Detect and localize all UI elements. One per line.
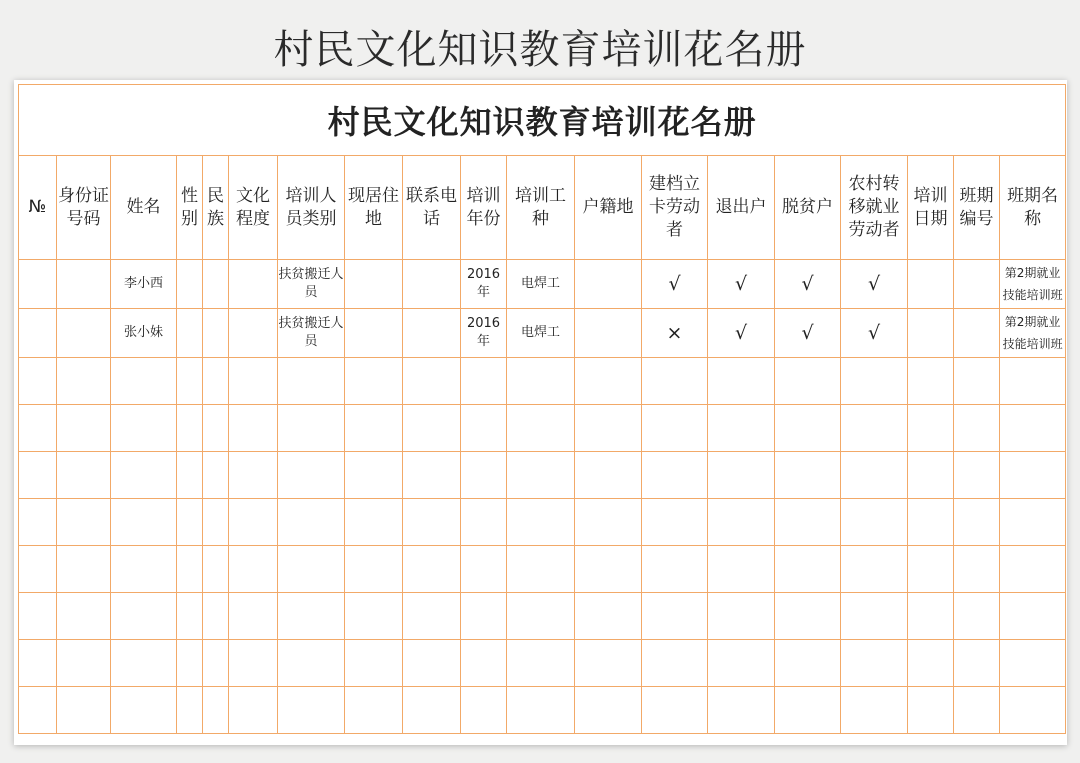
table-cell — [345, 499, 403, 546]
table-cell — [1000, 640, 1066, 687]
column-header: 建档立卡劳动者 — [642, 156, 708, 260]
table-cell — [403, 358, 461, 405]
table-cell — [908, 499, 954, 546]
column-header: 户籍地 — [575, 156, 642, 260]
table-cell — [19, 546, 57, 593]
table-cell — [403, 499, 461, 546]
table-cell — [954, 687, 1000, 734]
table-cell — [1000, 593, 1066, 640]
table-cell — [177, 546, 203, 593]
table-cell — [642, 452, 708, 499]
table-cell: 电焊工 — [507, 260, 575, 309]
table-cell — [507, 405, 575, 452]
table-cell — [203, 358, 229, 405]
table-row — [19, 687, 1066, 734]
table-cell — [461, 593, 507, 640]
table-cell: √ — [775, 309, 841, 358]
table-cell — [461, 687, 507, 734]
table-cell — [1000, 687, 1066, 734]
table-cell — [954, 309, 1000, 358]
table-cell — [403, 405, 461, 452]
table-cell — [507, 499, 575, 546]
class-name-text: 第2期就业技能培训班 — [1002, 315, 1063, 351]
table-cell: 张小妹 — [111, 309, 177, 358]
table-cell — [841, 546, 908, 593]
table-row — [19, 405, 1066, 452]
table-cell — [111, 358, 177, 405]
table-cell — [345, 640, 403, 687]
table-cell — [177, 687, 203, 734]
table-cell — [775, 499, 841, 546]
table-cell — [1000, 405, 1066, 452]
table-cell — [708, 593, 775, 640]
table-cell — [841, 499, 908, 546]
table-cell — [203, 260, 229, 309]
table-cell — [111, 499, 177, 546]
table-cell — [278, 452, 345, 499]
table-cell — [19, 499, 57, 546]
table-cell — [908, 452, 954, 499]
table-cell — [345, 687, 403, 734]
table-cell: √ — [708, 260, 775, 309]
table-cell — [345, 546, 403, 593]
table-cell — [954, 260, 1000, 309]
column-header: № — [19, 156, 57, 260]
column-header: 民族 — [203, 156, 229, 260]
table-cell — [954, 358, 1000, 405]
table-cell — [575, 405, 642, 452]
table-cell — [19, 687, 57, 734]
column-header: 联系电话 — [403, 156, 461, 260]
table-cell — [229, 593, 278, 640]
table-cell — [575, 358, 642, 405]
table-cell — [575, 260, 642, 309]
table-cell: 李小西 — [111, 260, 177, 309]
table-cell — [403, 593, 461, 640]
class-name-text: 第2期就业技能培训班 — [1002, 266, 1063, 302]
table-cell — [203, 309, 229, 358]
table-cell — [1000, 309, 1066, 358]
table-cell — [642, 499, 708, 546]
column-header: 班期名称 — [1000, 156, 1066, 260]
table-cell: 2016年 — [461, 309, 507, 358]
table-cell — [19, 260, 57, 309]
table-cell: × — [642, 309, 708, 358]
table-cell — [575, 499, 642, 546]
table-row — [19, 452, 1066, 499]
table-cell — [908, 260, 954, 309]
table-cell — [177, 640, 203, 687]
column-header: 培训日期 — [908, 156, 954, 260]
table-cell — [57, 546, 111, 593]
table-cell — [954, 499, 1000, 546]
table-cell — [111, 546, 177, 593]
table-cell — [841, 593, 908, 640]
table-cell — [908, 640, 954, 687]
page-heading: 村民文化知识教育培训花名册 — [273, 27, 807, 73]
column-header: 退出户 — [708, 156, 775, 260]
table-cell — [841, 358, 908, 405]
table-cell — [708, 687, 775, 734]
table-cell: √ — [708, 309, 775, 358]
table-cell — [642, 546, 708, 593]
table-cell — [461, 546, 507, 593]
table-cell — [111, 687, 177, 734]
table-cell — [203, 593, 229, 640]
table-cell — [203, 499, 229, 546]
table-cell — [642, 687, 708, 734]
table-cell — [775, 687, 841, 734]
table-cell — [954, 593, 1000, 640]
table-cell: 扶贫搬迁人员 — [278, 309, 345, 358]
table-cell — [57, 499, 111, 546]
table-cell — [345, 260, 403, 309]
table-cell — [345, 309, 403, 358]
table-cell — [278, 546, 345, 593]
table-cell — [954, 546, 1000, 593]
table-cell — [908, 687, 954, 734]
table-cell — [461, 499, 507, 546]
table-cell — [177, 405, 203, 452]
column-header: 姓名 — [111, 156, 177, 260]
table-cell — [908, 358, 954, 405]
table-cell — [841, 640, 908, 687]
table-cell — [575, 593, 642, 640]
table-cell — [57, 687, 111, 734]
table-cell — [403, 309, 461, 358]
table-cell: 电焊工 — [507, 309, 575, 358]
table-cell — [708, 499, 775, 546]
table-cell — [1000, 358, 1066, 405]
table-cell — [575, 546, 642, 593]
table-cell — [403, 640, 461, 687]
table-cell — [908, 593, 954, 640]
table-cell — [708, 358, 775, 405]
table-cell — [908, 309, 954, 358]
table-cell: √ — [841, 309, 908, 358]
table-cell — [575, 452, 642, 499]
table-cell — [507, 452, 575, 499]
table-cell — [57, 309, 111, 358]
table-cell — [507, 358, 575, 405]
table-cell — [1000, 260, 1066, 309]
table-cell — [19, 640, 57, 687]
table-cell — [177, 593, 203, 640]
table-cell — [177, 452, 203, 499]
table-cell — [111, 405, 177, 452]
table-row — [19, 260, 1066, 309]
table-cell — [1000, 499, 1066, 546]
table-cell — [507, 687, 575, 734]
table-cell — [57, 358, 111, 405]
table-cell — [278, 358, 345, 405]
table-cell — [403, 452, 461, 499]
table-cell — [775, 640, 841, 687]
table-cell — [229, 640, 278, 687]
table-cell — [642, 405, 708, 452]
table-cell — [19, 405, 57, 452]
table-cell — [57, 405, 111, 452]
table-cell — [278, 687, 345, 734]
table-cell — [775, 452, 841, 499]
table-cell — [203, 452, 229, 499]
table-cell — [908, 546, 954, 593]
table-cell — [908, 405, 954, 452]
table-cell — [229, 499, 278, 546]
table-cell — [954, 640, 1000, 687]
table-cell — [177, 260, 203, 309]
table-cell: √ — [841, 260, 908, 309]
table-cell — [278, 640, 345, 687]
table-row — [19, 640, 1066, 687]
table-cell — [57, 452, 111, 499]
table-cell — [841, 452, 908, 499]
table-cell — [57, 260, 111, 309]
table-cell — [954, 405, 1000, 452]
table-cell — [229, 309, 278, 358]
table-cell — [345, 593, 403, 640]
table-cell — [229, 358, 278, 405]
column-header: 培训年份 — [461, 156, 507, 260]
column-header: 文化程度 — [229, 156, 278, 260]
table-cell — [507, 593, 575, 640]
table-cell — [345, 452, 403, 499]
roster-sheet — [14, 80, 1067, 745]
table-cell — [575, 687, 642, 734]
table-cell — [642, 358, 708, 405]
table-cell — [775, 405, 841, 452]
column-header: 身份证号码 — [57, 156, 111, 260]
table-cell — [575, 309, 642, 358]
table-cell — [1000, 546, 1066, 593]
table-cell — [708, 452, 775, 499]
table-cell — [461, 405, 507, 452]
table-cell — [57, 593, 111, 640]
table-cell — [203, 546, 229, 593]
column-header: 脱贫户 — [775, 156, 841, 260]
table-cell — [775, 358, 841, 405]
table-cell — [177, 499, 203, 546]
table-cell — [111, 593, 177, 640]
table-cell — [203, 640, 229, 687]
table-cell — [954, 452, 1000, 499]
table-cell — [203, 687, 229, 734]
table-cell — [708, 640, 775, 687]
table-cell — [403, 687, 461, 734]
column-header: 培训工种 — [507, 156, 575, 260]
table-cell — [19, 593, 57, 640]
table-cell — [229, 546, 278, 593]
table-cell — [19, 452, 57, 499]
table-cell — [642, 593, 708, 640]
table-cell — [575, 640, 642, 687]
table-cell — [278, 593, 345, 640]
table-cell — [708, 405, 775, 452]
table-cell — [708, 546, 775, 593]
table-cell — [19, 358, 57, 405]
table-row — [19, 546, 1066, 593]
table-cell — [229, 405, 278, 452]
table-cell — [461, 640, 507, 687]
table-cell — [507, 640, 575, 687]
column-header: 性别 — [177, 156, 203, 260]
table-cell: √ — [642, 260, 708, 309]
table-row — [19, 358, 1066, 405]
table-cell — [461, 358, 507, 405]
table-cell — [57, 640, 111, 687]
table-row — [19, 593, 1066, 640]
column-header: 班期编号 — [954, 156, 1000, 260]
table-cell: 扶贫搬迁人员 — [278, 260, 345, 309]
table-cell — [278, 405, 345, 452]
title-row — [19, 85, 1066, 156]
table-cell — [229, 452, 278, 499]
table-cell — [841, 405, 908, 452]
table-cell — [177, 309, 203, 358]
table-cell — [642, 640, 708, 687]
column-header: 培训人员类别 — [278, 156, 345, 260]
table-row — [19, 499, 1066, 546]
table-cell — [775, 546, 841, 593]
table-row — [19, 309, 1066, 358]
sheet-title: 村民文化知识教育培训花名册 — [19, 85, 1066, 156]
table-cell — [19, 309, 57, 358]
table-cell: √ — [775, 260, 841, 309]
column-header: 农村转移就业劳动者 — [841, 156, 908, 260]
table-cell — [775, 593, 841, 640]
table-cell — [278, 499, 345, 546]
table-cell — [229, 687, 278, 734]
table-cell — [345, 358, 403, 405]
table-cell — [111, 452, 177, 499]
table-cell — [229, 260, 278, 309]
table-cell: 2016年 — [461, 260, 507, 309]
roster-table — [18, 84, 1066, 734]
table-cell — [507, 546, 575, 593]
table-cell — [403, 260, 461, 309]
table-cell — [203, 405, 229, 452]
table-cell — [403, 546, 461, 593]
table-cell — [841, 687, 908, 734]
table-cell — [1000, 452, 1066, 499]
table-cell — [345, 405, 403, 452]
table-cell — [111, 640, 177, 687]
table-cell — [461, 452, 507, 499]
table-cell — [177, 358, 203, 405]
header-row — [19, 156, 1066, 260]
column-header: 现居住地 — [345, 156, 403, 260]
